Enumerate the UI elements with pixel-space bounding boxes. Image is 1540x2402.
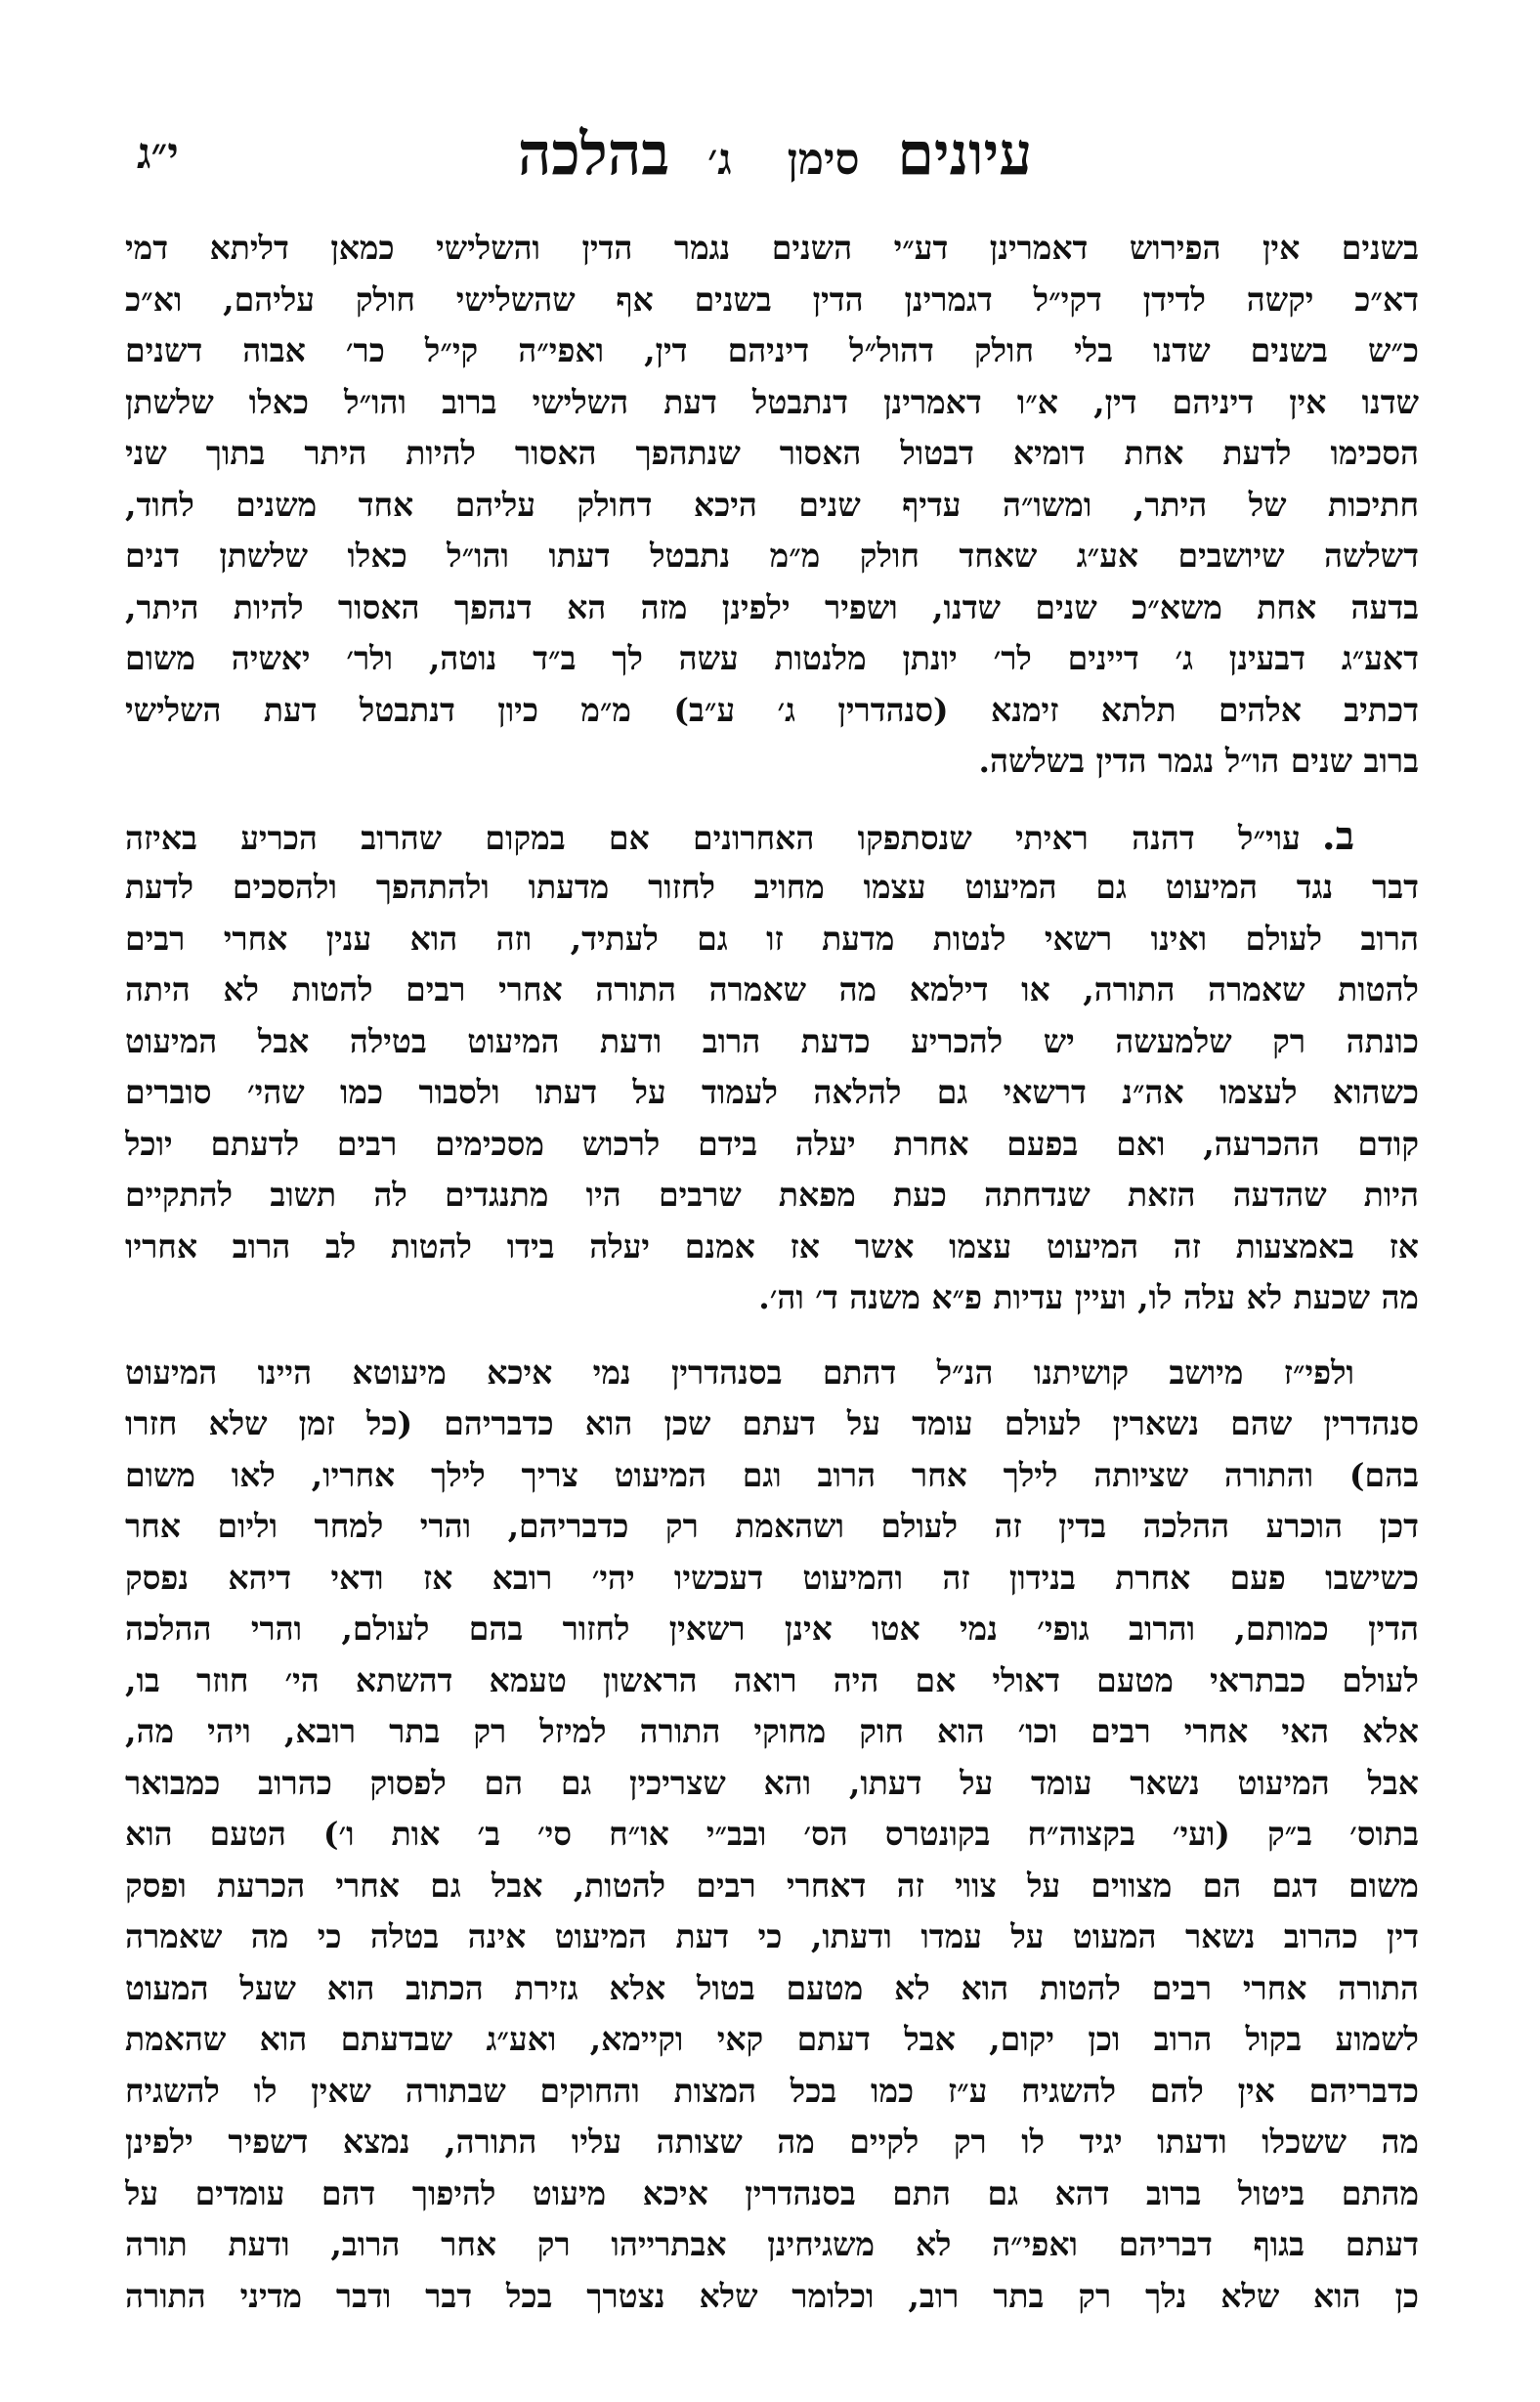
text-line: הרוב לעולם ואינו רשאי לנטות מדעת זו גם לעתיד, וזה הוא ענין אחרי רבים: [125, 919, 1419, 958]
title-word-iyunim: עיונים: [897, 120, 1033, 189]
text-line: הדין כמותם, והרוב גופי׳ נמי אטו אינן רשאין לחזור בהם לעולם, והרי ההלכה: [125, 1609, 1419, 1648]
text-line: להטות שאמרה התורה, או דילמא מה שאמרה התורה אחרי רבים להטות לא היתה: [125, 970, 1419, 1008]
text-line: היות שהדעה הזאת שנדחתה כעת מפאת שרבים היו מתנגדים לה תשוב להתקיים: [125, 1176, 1419, 1214]
text-line: דשלשה שיושבים אע״ג שאחד חולק מ״מ נתבטל דעתו והו״ל כאלו שלשתן דנים: [125, 536, 1419, 575]
text-line: שדנו אין דיניהם דין, א״ו דאמרינן דנתבטל דעת השלישי ברוב והו״ל כאלו שלשתן: [125, 382, 1419, 421]
text-line: ברוב שנים הו״ל נגמר הדין בשלשה.: [978, 742, 1419, 780]
paragraph-1: [125, 223, 1419, 788]
text-line: דכתיב אלהים תלתא זימנא (סנהדרין ג׳ ע״ב) מ״מ כיון דנתבטל דעת השלישי: [125, 690, 1419, 729]
text-line: כונתה רק שלמעשה יש להכריע כדעת הרוב ודעת המיעוט בטילה אבל המיעוט: [125, 1021, 1419, 1060]
text-line: ולפי״ז מיושב קושיתנו הנ״ל דהתם בסנהדרין נמי איכא מיעוטא היינו המיעוט: [125, 1352, 1354, 1392]
text-line: בשנים אין הפירוש דאמרינן דע״י השנים נגמר הדין והשלישי כמאן דליתא דמי: [125, 229, 1419, 267]
text-line: דאע״ג דבעינן ג׳ דיינים לר׳ יונתן מלנטות עשה לך ב״ד נוטה, ולר׳ יאשיה משום: [125, 639, 1419, 677]
section-letter: ב.: [1321, 812, 1354, 859]
text-line: לשמוע בקול הרוב וכן יקום, אבל דעתם קאי וקיימא, ואע״ג שבדעתם הוא שהאמת: [125, 2020, 1419, 2058]
text-line: דין כהרוב נשאר המעוט על עמדו ודעתו, כי דעת המיעוט אינה בטלה כי מה שאמרה: [125, 1917, 1419, 1955]
text-line: מהתם ביטול ברוב דהא גם התם בסנהדרין איכא מיעוט להיפוך דהם עומדים על: [125, 2173, 1419, 2212]
text-line: בתוס׳ ב״ק (ועי׳ בקצוה״ח בקונטרס הס׳ ובב״י או״ח סי׳ ב׳ אות ו׳) הטעם הוא: [125, 1815, 1419, 1853]
text-line: מה שכעת לא עלה לו, ועיין עדיות פ״א משנה ד׳ וה׳.: [758, 1278, 1419, 1316]
paragraph-3: [125, 1348, 1419, 2323]
text-line: התורה אחרי רבים להטות הוא לא מטעם בטול אלא גזירת הכתוב הוא שעל המעוט: [125, 1968, 1419, 2007]
text-line: דעתם בגוף דבריהם ואפי״ה לא משגיחינן אבתרייהו רק אחר הרוב, ודעת תורה: [125, 2225, 1419, 2263]
text-line: חתיכות של היתר, ומשו״ה עדיף שנים היכא דחולק עליהם אחד משנים לחוד,: [125, 485, 1419, 524]
text-line: אלא האי אחרי רבים וכו׳ הוא חוק מחוקי התורה למיזל רק בתר רובא, ויהי מה,: [125, 1712, 1419, 1750]
page-number: י״ג: [137, 129, 179, 179]
text-line: כשהוא לעצמו אה״נ דרשאי גם להלאה לעמוד על דעתו ולסבור כמו שהי׳ סוברים: [125, 1073, 1419, 1111]
text-line: לעולם כבתראי מטעם דאולי אם היה רואה הראשון טעמא דהשתא הי׳ חוזר בו,: [125, 1660, 1419, 1699]
page-title: [137, 115, 1413, 199]
title-word-behalacha: בהלכה: [517, 120, 670, 189]
text-line: קודם ההכרעה, ואם בפעם אחרת יעלה בידם לרכוש מסכימים רבים לדעתם יוכל: [125, 1124, 1419, 1163]
text-line: אז באמצעות זה המיעוט עצמו אשר אז אמנם יעלה בידו להטות לב הרוב אחריו: [125, 1226, 1419, 1265]
text-line: הסכימו לדעת אחת דומיא דבטול האסור שנתהפך האסור להיות היתר בתוך שני: [125, 434, 1419, 472]
text-line: מה ששכלו ודעתו יגיד לו רק לקיים מה שצותה עליו התורה, נמצא דשפיר ילפינן: [125, 2123, 1419, 2161]
text-line: כן הוא שלא נלך רק בתר רוב, וכלומר שלא נצטרך בכל דבר ודבר מדיני התורה: [125, 2276, 1419, 2315]
text-line: משום דגם הם מצווים על צווי זה דאחרי רבים להטות, אבל גם אחרי הכרעת ופסק: [125, 1866, 1419, 1905]
paragraph-2: [125, 811, 1419, 1324]
text-line: סנהדרין שהם נשארין לעולם עומד על דעתם שכן הוא כדבריהם (כל זמן שלא חזרו: [125, 1404, 1419, 1442]
text-line: בדעה אחת משא״כ שנים שדנו, ושפיר ילפינן מזה הא דנהפך האסור להיות היתר,: [125, 587, 1419, 626]
text-line: דכן הוכרע ההלכה בדין זה לעולם ושהאמת רק כדבריהם, והרי למחר וליום אחר: [125, 1507, 1419, 1545]
text-line: כדבריהם אין להם להשגיח ע״ז כמו בכל המצות והחוקים שבתורה שאין לו להשגיח: [125, 2071, 1419, 2110]
body-text: [125, 223, 1419, 2322]
text-line-content: עוי״ל דהנה ראיתי שנסתפקו האחרונים אם במקום שהרוב הכריע באיזה: [125, 818, 1301, 857]
text-line: דבר נגד המיעוט גם המיעוט עצמו מחויב לחזור מדעתו ולהתהפך ולהסכים לדעת: [125, 868, 1419, 906]
text-line: כ״ש בשנים שדנו בלי חולק דהול״ל דיניהם דין, ואפי״ה קי״ל כר׳ אבוה דשנים: [125, 331, 1419, 369]
title-word-siman: סימן: [787, 135, 860, 185]
paragraph-gap: [125, 788, 1419, 811]
running-header: [137, 115, 1413, 193]
text-line: [125, 811, 1419, 863]
text-line: כשישבו פעם אחרת בנידון זה והמיעוט דעכשיו יהי׳ רובא אז ודאי דיהא נפסק: [125, 1558, 1419, 1597]
title-word-gimel: ג׳: [707, 135, 732, 185]
text-line: דא״כ יקשה לדידן דקי״ל דגמרינן הדין בשנים אף שהשלישי חולק עליהם, וא״כ: [125, 279, 1419, 319]
paragraph-gap: [125, 1324, 1419, 1348]
text-line: בהם) והתורה שציותה לילך אחר הרוב וגם המיעוט צריך לילך אחריו, לאו משום: [125, 1455, 1419, 1494]
text-line: אבל המיעוט נשאר עומד על דעתו, והא שצריכין גם הם לפסוק כהרוב כמבואר: [125, 1763, 1419, 1802]
